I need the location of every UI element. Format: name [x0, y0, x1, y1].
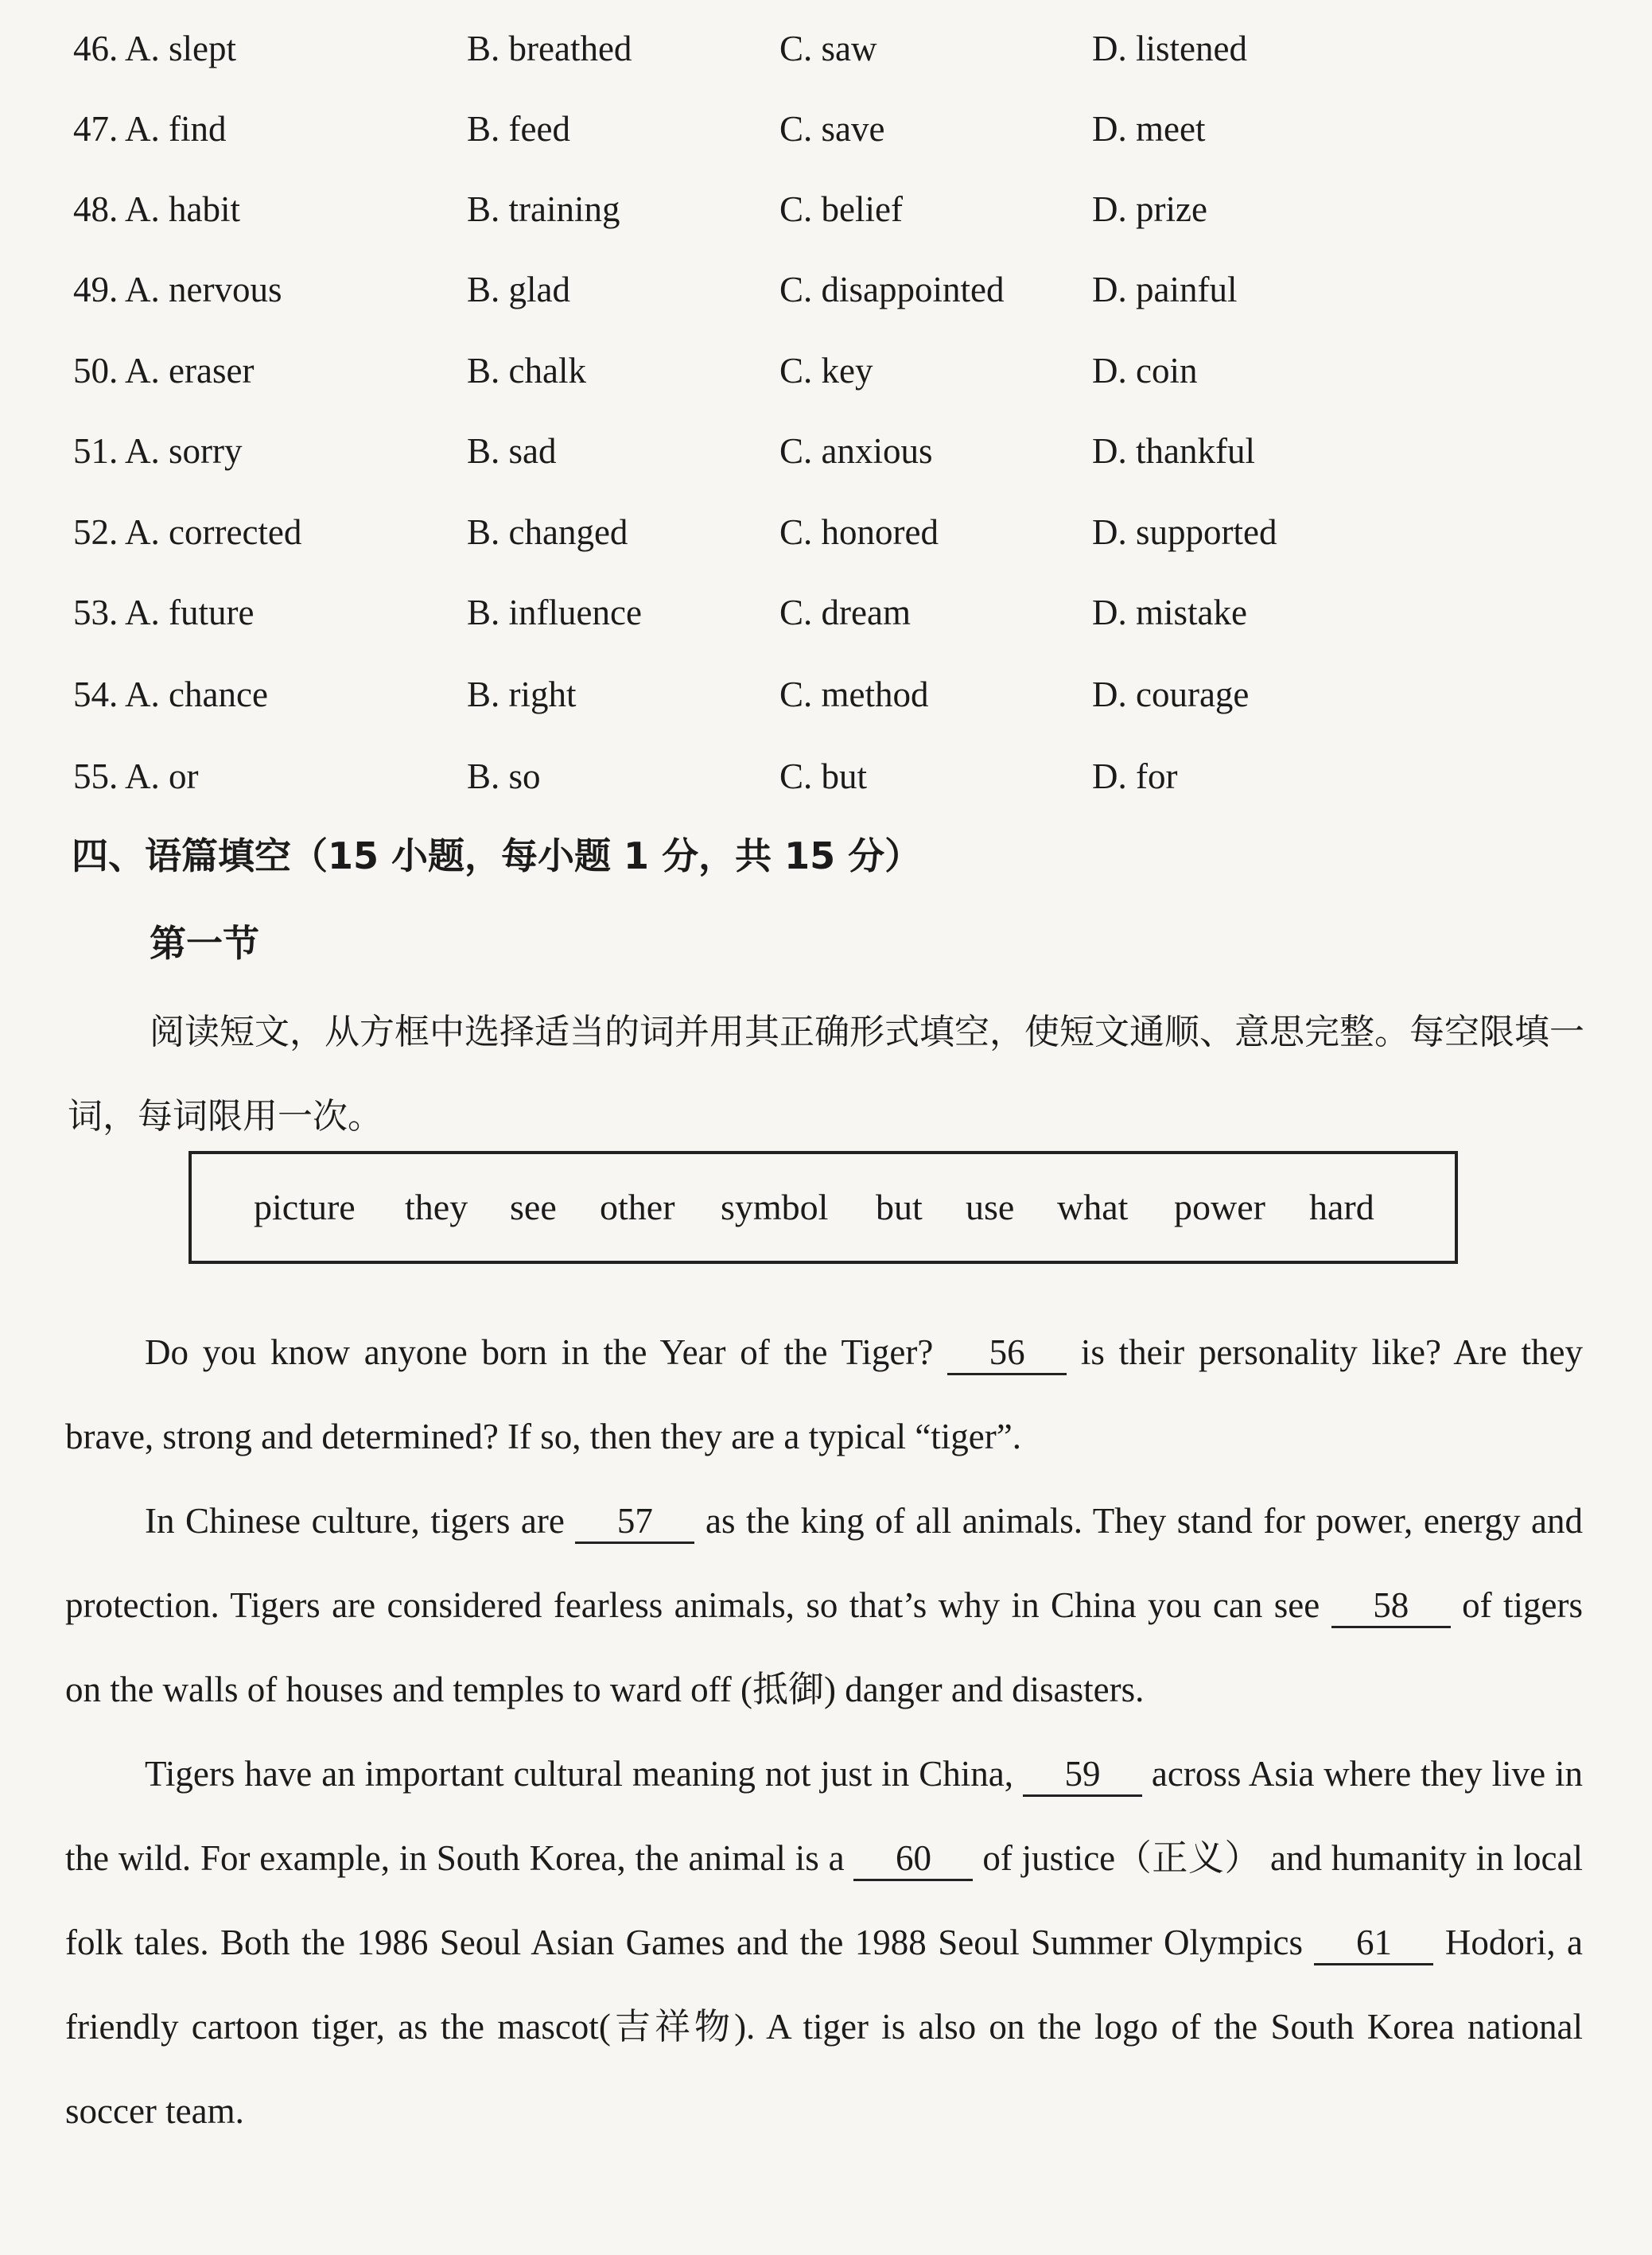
word-box-item: what [1057, 1187, 1129, 1227]
option-c: C. but [779, 756, 868, 796]
options-row-55 [0, 756, 1652, 811]
option-c: C. method [779, 675, 929, 714]
passage-text: as the king of all animals. They stand for power, energy and protection. Tigers are considered fearless animals, so that’s why in China you can see [65, 1501, 1584, 1625]
option-a: 51. A. sorry [73, 431, 243, 471]
option-d: D. supported [1092, 512, 1277, 552]
word-box-item: they [405, 1187, 468, 1227]
option-b: B. breathed [467, 29, 632, 68]
option-c: C. anxious [779, 431, 933, 471]
blank-59: 59 [1023, 1753, 1142, 1797]
passage-text: In Chinese culture, tigers are [145, 1501, 565, 1541]
option-a: 52. A. corrected [73, 512, 302, 552]
passage-paragraph [65, 1479, 1583, 1732]
option-a: 54. A. chance [73, 675, 268, 714]
option-a: 48. A. habit [73, 189, 241, 229]
option-b: B. glad [467, 270, 570, 309]
option-b: B. chalk [467, 351, 586, 391]
passage-text: of justice（正义） and humanity in local folk tales. Both the 1986 Seoul Asian Games and the 1988 Seoul Summer Olympics [65, 1838, 1584, 1962]
options-row-47 [0, 108, 1652, 164]
blank-60: 60 [853, 1837, 973, 1881]
options-row-46 [0, 28, 1652, 84]
option-a: 46. A. slept [73, 29, 237, 68]
passage-text: Hodori, a friendly cartoon tiger, as the mascot(吉祥物). A tiger is also on the logo of the South Korea national soccer team. [65, 1923, 1584, 2131]
options-row-48 [0, 189, 1652, 244]
instructions: 阅读短文，从方框中选择适当的词并用其正确形式填空，使短文通顺、意思完整。每空限填一词，每词限用一次。 [68, 1012, 1584, 1137]
blank-57: 57 [575, 1500, 694, 1544]
word-box-item: use [966, 1187, 1015, 1227]
option-a: 53. A. future [73, 593, 255, 632]
options-row-53 [0, 592, 1652, 647]
option-b: B. training [467, 189, 620, 229]
option-c: C. belief [779, 189, 903, 229]
option-a: 55. A. or [73, 756, 199, 796]
section-title: 四、语篇填空（15 小题，每小题 1 分，共 15 分） [72, 834, 922, 877]
option-a: 50. A. eraser [73, 351, 255, 391]
options-row-49 [0, 269, 1652, 325]
passage-text: Tigers have an important cultural meaning not just in China, [145, 1754, 1013, 1794]
word-box-item: power [1174, 1187, 1265, 1227]
word-box-item: see [510, 1187, 557, 1227]
option-c: C. disappointed [779, 270, 1005, 309]
option-b: B. influence [467, 593, 642, 632]
passage-paragraph [65, 1732, 1583, 2153]
option-d: D. listened [1092, 29, 1247, 68]
option-b: B. feed [467, 109, 570, 149]
subsection-title: 第一节 [150, 922, 259, 965]
option-a: 47. A. find [73, 109, 227, 149]
passage-text: is their personality like? Are they brave, strong and determined? If so, then they are a typical “tiger”. [65, 1332, 1583, 1456]
option-c: C. saw [779, 29, 877, 68]
option-d: D. coin [1092, 351, 1198, 391]
option-c: C. honored [779, 512, 939, 552]
options-row-51 [0, 430, 1652, 486]
options-row-54 [0, 674, 1652, 729]
blank-58: 58 [1331, 1584, 1451, 1628]
options-row-50 [0, 350, 1652, 406]
option-a: 49. A. nervous [73, 270, 282, 309]
option-d: D. painful [1092, 270, 1238, 309]
option-c: C. key [779, 351, 873, 391]
passage-text: Do you know anyone born in the Year of the Tiger? [145, 1332, 934, 1372]
word-box-item: picture [254, 1187, 356, 1227]
passage [65, 1310, 1583, 2153]
blank-56: 56 [947, 1332, 1067, 1375]
option-d: D. mistake [1092, 593, 1247, 632]
passage-paragraph [65, 1310, 1583, 1479]
passage-text: across Asia where they live in the wild. For example, in South Korea, the animal is a [65, 1754, 1584, 1878]
option-c: C. dream [779, 593, 911, 632]
option-c: C. save [779, 109, 885, 149]
blank-61: 61 [1314, 1922, 1433, 1965]
options-row-52 [0, 511, 1652, 567]
option-b: B. changed [467, 512, 628, 552]
option-d: D. courage [1092, 675, 1250, 714]
word-box [189, 1151, 1458, 1264]
option-b: B. right [467, 675, 577, 714]
option-d: D. for [1092, 756, 1178, 796]
option-d: D. meet [1092, 109, 1206, 149]
word-box-item: other [600, 1187, 675, 1227]
word-box-item: symbol [721, 1187, 829, 1227]
word-box-item: hard [1309, 1187, 1374, 1227]
option-d: D. thankful [1092, 431, 1255, 471]
option-b: B. sad [467, 431, 557, 471]
word-box-item: but [876, 1187, 923, 1227]
passage-text: of tigers on the walls of houses and temples to ward off (抵御) danger and disasters. [65, 1585, 1584, 1709]
option-d: D. prize [1092, 189, 1207, 229]
option-b: B. so [467, 756, 541, 796]
